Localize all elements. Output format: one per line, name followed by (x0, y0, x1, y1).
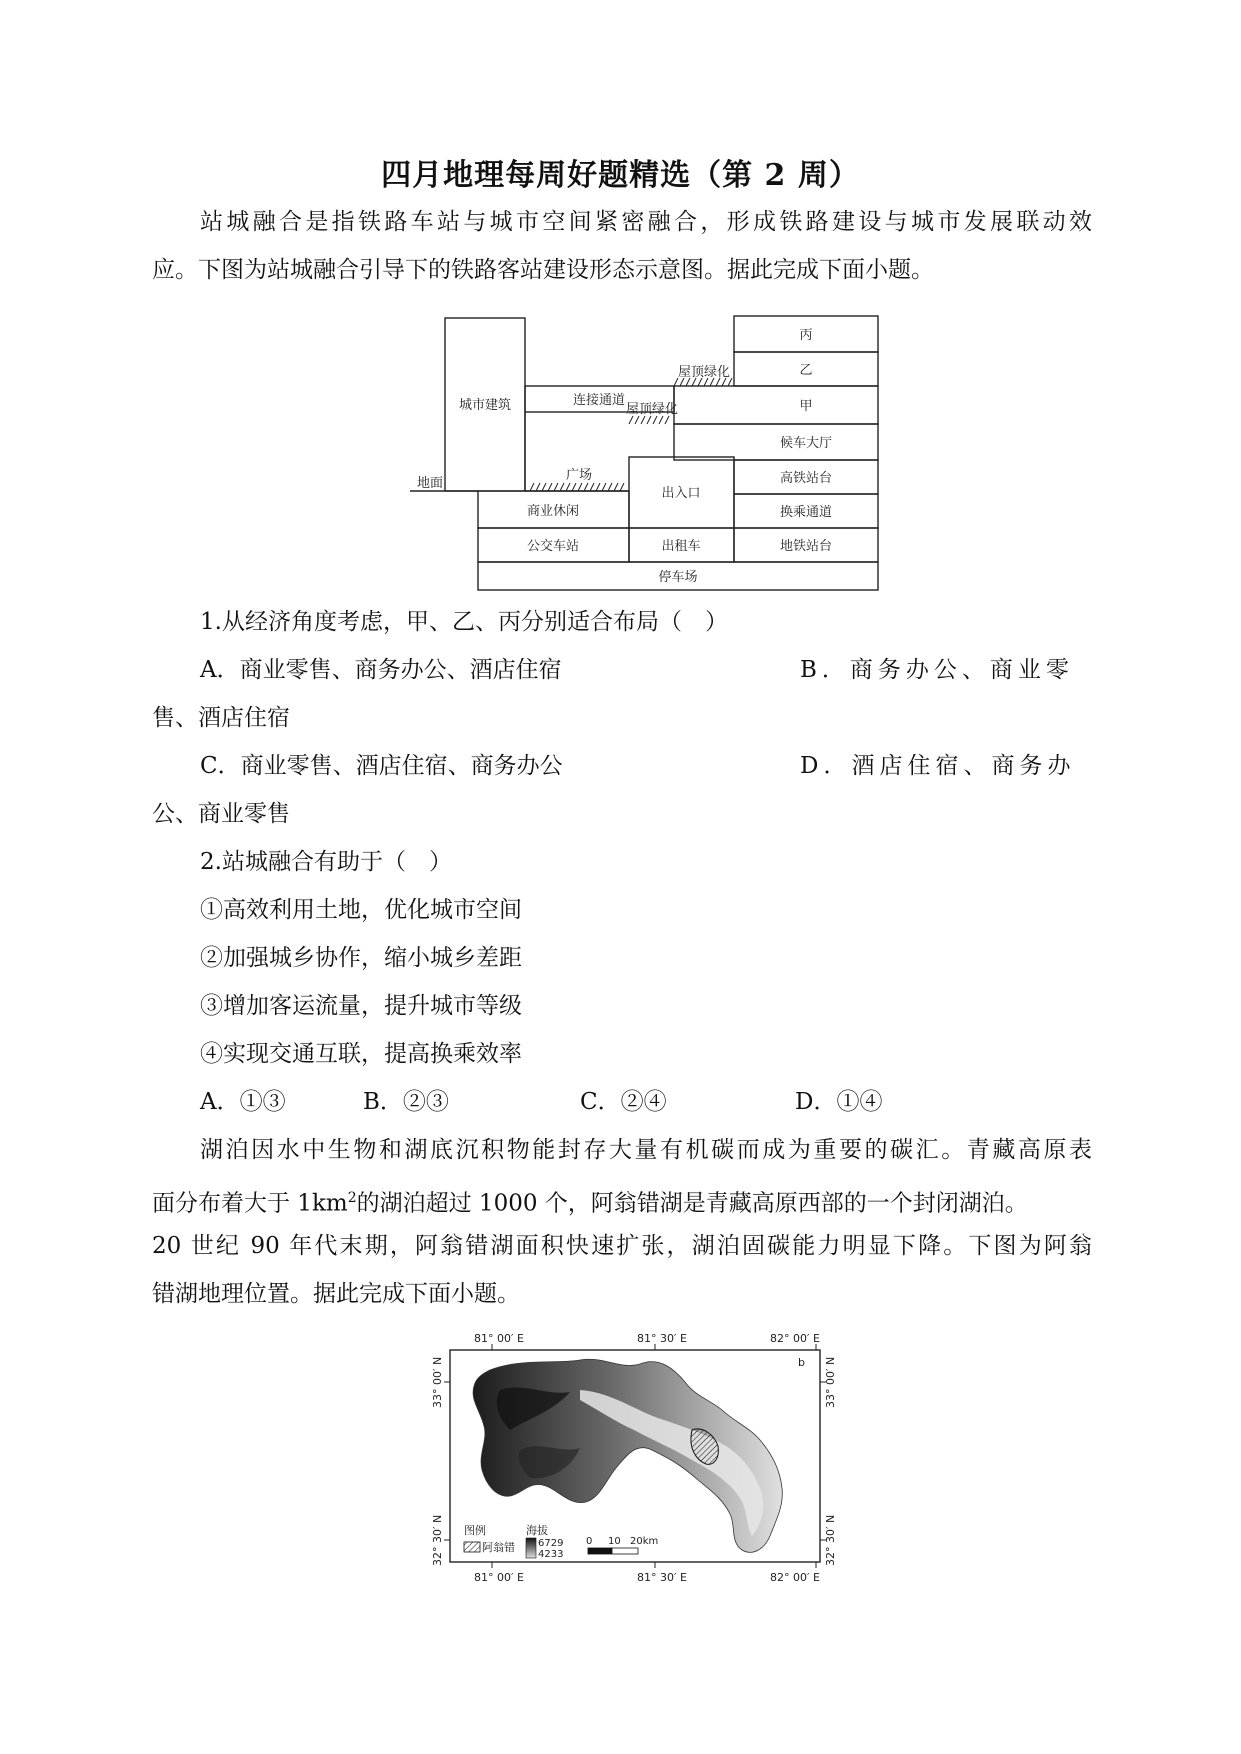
label-roof-green-mid: 屋顶绿化 (625, 402, 679, 417)
label-waiting-hall: 候车大厅 (779, 436, 833, 451)
label-metro: 地铁站台 (779, 539, 833, 554)
lon-bottom-3: 82° 00′ E (770, 1571, 820, 1584)
panel-letter: b (798, 1356, 805, 1369)
label-parking: 停车场 (658, 570, 698, 585)
label-bus: 公交车站 (526, 539, 580, 554)
lon-bottom-1: 81° 00′ E (474, 1571, 524, 1584)
scale-0: 0 (586, 1536, 593, 1547)
q1-option-b-cont: 售、酒店住宿 (152, 705, 290, 731)
label-city-building: 城市建筑 (458, 398, 512, 413)
label-jia: 甲 (799, 399, 813, 414)
q1-option-c: C．商业零售、酒店住宿、商务办公 (200, 753, 563, 779)
label-hsr-platform: 高铁站台 (779, 471, 833, 486)
q2-option-b: B．②③ (363, 1089, 449, 1115)
lon-top-3: 82° 00′ E (770, 1332, 820, 1345)
lon-top-1: 81° 00′ E (474, 1332, 524, 1345)
intro2-line2: 面分布着大于 $1km^2$的湖泊超过 1000 个，阿翁错湖是青藏高原西部的一个封闭湖泊。 (152, 1190, 1028, 1217)
q1-option-b: B．商务办公、商业零 (800, 657, 1074, 683)
q1-option-d: D．酒店住宿、商务办 (800, 753, 1076, 779)
label-roof-green-top: 屋顶绿化 (677, 365, 731, 380)
label-ground: 地面 (416, 476, 444, 491)
q1-stem: 1.从经济角度考虑，甲、乙、丙分别适合布局（ ） (200, 609, 728, 635)
q1-option-d-cont: 公、商业零售 (152, 801, 290, 827)
intro2-line3: 20 世纪 90 年代末期，阿翁错湖面积快速扩张，湖泊固碳能力明显下降。下图为阿翁 (152, 1233, 1092, 1259)
label-taxi: 出租车 (661, 539, 701, 554)
label-yi: 乙 (799, 363, 813, 378)
q2-statement-1: ①高效利用土地，优化城市空间 (200, 897, 522, 923)
legend-title: 图例 (464, 1524, 486, 1537)
q2-option-d: D．①④ (795, 1089, 883, 1115)
page-title: 四月地理每周好题精选（第 2 周） (381, 158, 860, 193)
label-transfer: 换乘通道 (779, 505, 833, 520)
elev-min: 4233 (538, 1549, 564, 1560)
label-connector: 连接通道 (572, 393, 626, 408)
intro1-line2: 应。下图为站城融合引导下的铁路客站建设形态示意图。据此完成下面小题。 (152, 257, 934, 283)
lat-right-2: 32° 30′ N (824, 1514, 837, 1566)
scale-10: 10 (608, 1536, 621, 1547)
lat-left-1: 33° 00′ N (431, 1356, 444, 1408)
label-bing: 丙 (799, 328, 813, 343)
q2-statement-3: ③增加客运流量，提升城市等级 (200, 993, 522, 1019)
intro2-line4: 错湖地理位置。据此完成下面小题。 (152, 1281, 520, 1307)
elev-max: 6729 (538, 1538, 564, 1549)
q2-option-a: A．①③ (200, 1089, 286, 1115)
legend-lake-label: 阿翁错 (482, 1541, 515, 1554)
scale-20km: 20km (630, 1536, 659, 1547)
lat-right-1: 33° 00′ N (824, 1356, 837, 1408)
intro1-line1: 站城融合是指铁路车站与城市空间紧密融合，形成铁路建设与城市发展联动效 (200, 209, 1092, 235)
q2-statement-4: ④实现交通互联，提高换乘效率 (200, 1041, 522, 1067)
lon-bottom-2: 81° 30′ E (637, 1571, 687, 1584)
station-city-diagram (400, 310, 890, 592)
q2-statement-2: ②加强城乡协作，缩小城乡差距 (200, 945, 522, 971)
elevation-title: 海拔 (526, 1524, 548, 1537)
q2-option-c: C．②④ (580, 1089, 667, 1115)
lon-top-2: 81° 30′ E (637, 1332, 687, 1345)
intro2-line1: 湖泊因水中生物和湖底沉积物能封存大量有机碳而成为重要的碳汇。青藏高原表 (200, 1137, 1092, 1163)
q1-option-a: A．商业零售、商务办公、酒店住宿 (200, 657, 562, 683)
label-commercial: 商业休闲 (526, 504, 580, 519)
lake-location-map (430, 1330, 840, 1585)
label-entrance: 出入口 (661, 486, 701, 501)
q2-stem: 2.站城融合有助于（ ） (200, 849, 452, 875)
lat-left-2: 32° 30′ N (431, 1514, 444, 1566)
label-plaza: 广场 (565, 468, 593, 483)
